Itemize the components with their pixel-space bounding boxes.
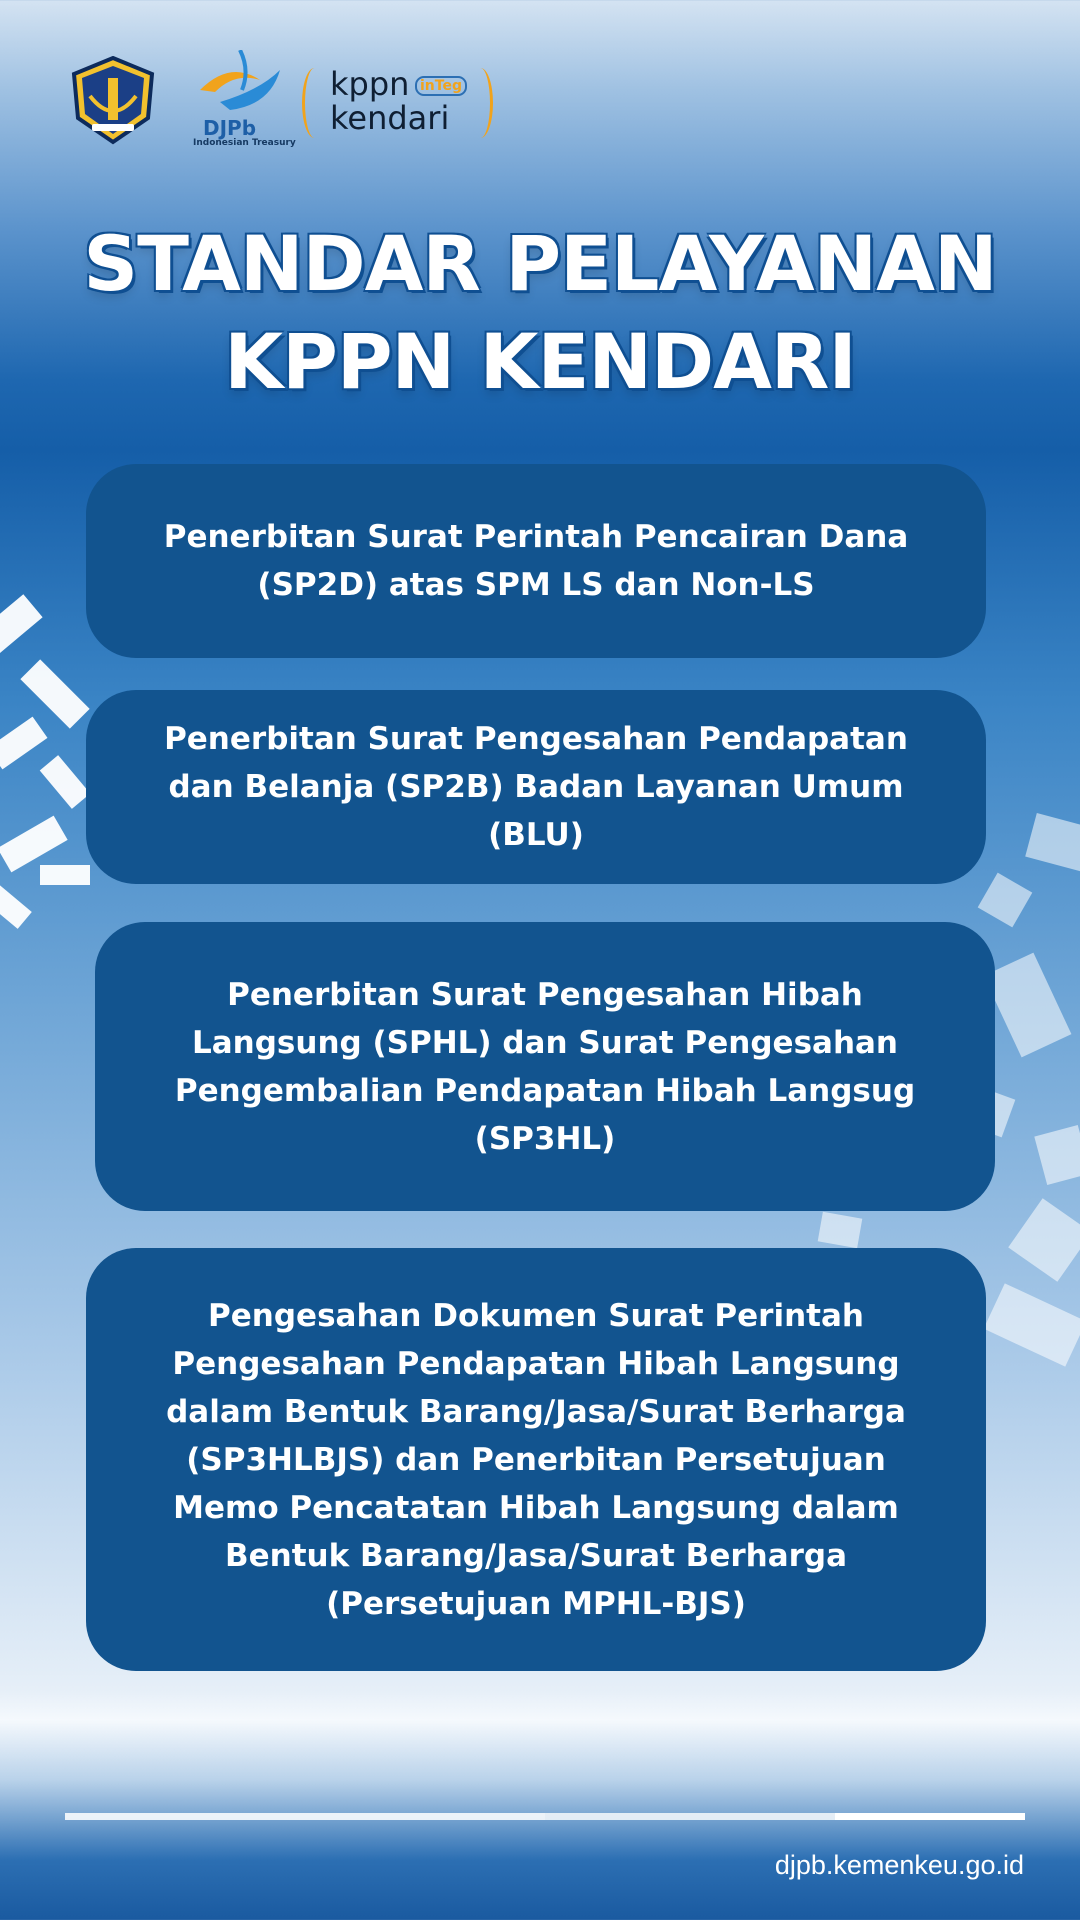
decorative-shape bbox=[1034, 1125, 1080, 1185]
kendari-wordmark: kendari bbox=[330, 99, 450, 137]
header-logos bbox=[70, 50, 530, 160]
service-card-text: Penerbitan Surat Pengesahan Pendapatan dan Belanja (SP2B) Badan Layanan Umum (BLU) bbox=[164, 721, 908, 853]
djpb-wordmark: DJPb bbox=[203, 116, 257, 140]
kppn-bracket-right bbox=[468, 68, 493, 138]
decorative-shape bbox=[984, 1283, 1080, 1366]
decorative-shape bbox=[1025, 813, 1080, 872]
title-line-2: KPPN KENDARI bbox=[224, 317, 856, 406]
service-card-text: Penerbitan Surat Pengesahan Hibah Langsung (SPHL) dan Surat Pengesahan Pengembalian Pendapatan Hibah Langsug (SP3HL) bbox=[174, 976, 916, 1157]
decorative-shape bbox=[0, 816, 68, 873]
decorative-shape bbox=[984, 953, 1072, 1058]
service-card bbox=[86, 690, 986, 884]
decorative-shape bbox=[0, 883, 32, 929]
kppn-tag-badge: inTeg bbox=[415, 76, 467, 96]
kemenkeu-emblem-icon bbox=[70, 56, 156, 146]
page-title bbox=[0, 215, 1080, 411]
decorative-shape bbox=[40, 755, 91, 809]
title-line-1: STANDAR PELAYANAN bbox=[83, 219, 997, 308]
decorative-shape bbox=[40, 865, 90, 885]
decorative-shape bbox=[0, 594, 43, 656]
decorative-shape bbox=[818, 1212, 863, 1248]
decorative-shape bbox=[1008, 1198, 1080, 1282]
service-card bbox=[86, 1248, 986, 1671]
service-card bbox=[95, 922, 995, 1211]
service-card-text: Pengesahan Dokumen Surat Perintah Pengesahan Pendapatan Hibah Langsung dalam Bentuk Barang/Jasa/Surat Berharga (SP3HLBJS) dan Penerbitan Persetujuan Memo Pencatatan Hibah Langsung dalam Bentuk Barang/Jasa/Surat Berharga (Persetujuan MPHL-BJS) bbox=[166, 1297, 906, 1622]
decorative-shape bbox=[0, 717, 47, 770]
footer-url: djpb.kemenkeu.go.id bbox=[774, 1850, 1024, 1880]
footer-divider bbox=[65, 1813, 1025, 1820]
decorative-shape bbox=[978, 873, 1033, 928]
djpb-subtitle: Indonesian Treasury bbox=[193, 138, 296, 148]
service-card-text: Penerbitan Surat Perintah Pencairan Dana (SP2D) atas SPM LS dan Non-LS bbox=[163, 519, 909, 603]
kppn-bracket-left bbox=[302, 68, 327, 138]
kppn-wordmark: kppn bbox=[330, 65, 410, 103]
service-card bbox=[86, 464, 986, 658]
